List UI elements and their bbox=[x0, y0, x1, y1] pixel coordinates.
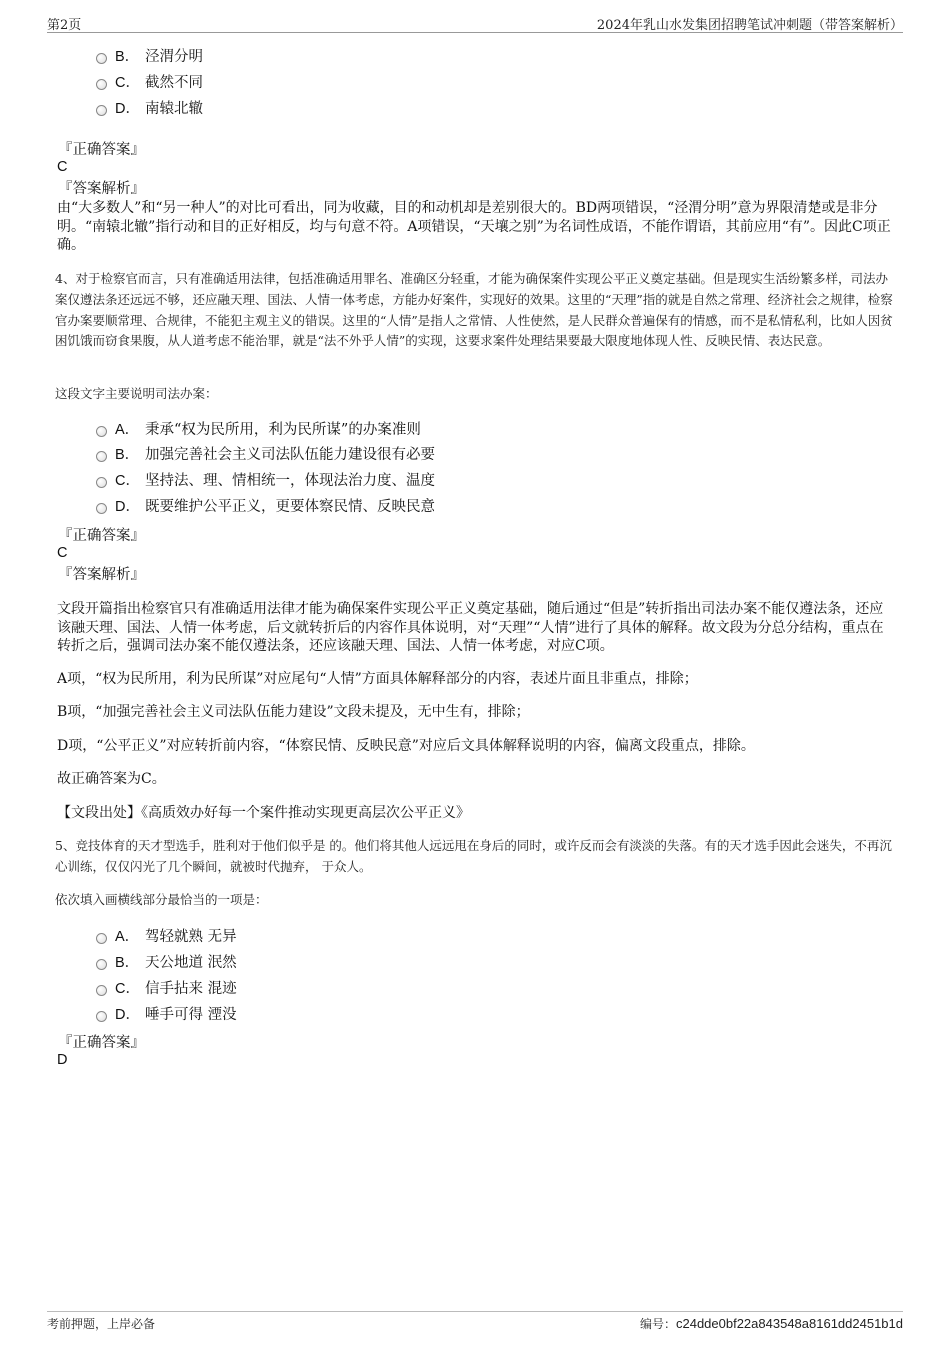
radio-icon[interactable] bbox=[96, 53, 107, 64]
q4-analysis-summary: 文段开篇指出检察官只有准确适用法律才能为确保案件实现公平正义奠定基础，随后通过“但是”转折指出司法办案不能仅遵法条，还应该融天理、国法、人情一体考虑，后文就转折后的内容作具体说明，对“天理”“人情”进行了具体的解释。故文段为分总分结构，重点在转折之后，强调司法办案不能仅遵法条，还应该融天理、国法、人情一体考虑，对应C项。 bbox=[57, 601, 884, 654]
q5-answer-label: 『正确答案』 bbox=[58, 1035, 145, 1051]
radio-icon[interactable] bbox=[96, 933, 107, 944]
q3-analysis-label: 『答案解析』 bbox=[58, 181, 145, 197]
page-header bbox=[47, 14, 903, 33]
q3-option-c[interactable]: C． 截然不同 bbox=[96, 72, 203, 94]
radio-icon[interactable] bbox=[96, 451, 107, 462]
q3-option-d[interactable]: D． 南辕北辙 bbox=[96, 98, 203, 120]
q4-option-d[interactable]: D． 既要维护公平正义，更要体察民情、反映民意 bbox=[96, 496, 435, 518]
radio-icon[interactable] bbox=[96, 985, 107, 996]
q4-answer-label: 『正确答案』 bbox=[58, 528, 145, 544]
q4-analysis-option-b: B项，“加强完善社会主义司法队伍能力建设”文段未提及，无中生有，排除； bbox=[57, 704, 530, 720]
document-title: 2024年乳山水发集团招聘笔试冲刺题（带答案解析） bbox=[596, 18, 903, 33]
q4-analysis-option-a: A项，“权为民所用，利为民所谋”对应尾句“人情”方面具体解释部分的内容，表述片面且非重点，排除； bbox=[57, 671, 698, 687]
radio-icon[interactable] bbox=[96, 79, 107, 90]
q3-option-b[interactable]: B． 泾渭分明 bbox=[96, 46, 203, 68]
q4-analysis-option-d: D项，“公平正义”对应转折前内容，“体察民情、反映民意”对应后文具体解释说明的内容，偏离文段重点，排除。 bbox=[57, 738, 755, 754]
radio-icon[interactable] bbox=[96, 959, 107, 970]
q5-option-d[interactable]: D． 唾手可得 湮没 bbox=[96, 1004, 237, 1026]
footer-slogan: 考前押题，上岸必备 bbox=[47, 1317, 156, 1331]
q4-answer: C bbox=[57, 545, 68, 561]
radio-icon[interactable] bbox=[96, 1011, 107, 1022]
page-number: 第2页 bbox=[47, 18, 82, 33]
q4-analysis-conclusion: 故正确答案为C。 bbox=[57, 771, 166, 787]
q4-source: 【文段出处】《高质效办好每一个案件推动实现更高层次公平正义》 bbox=[57, 805, 470, 821]
q5-answer: D bbox=[57, 1052, 68, 1068]
q3-answer-label: 『正确答案』 bbox=[58, 142, 145, 158]
q3-answer: C bbox=[57, 159, 68, 175]
radio-icon[interactable] bbox=[96, 105, 107, 116]
radio-icon[interactable] bbox=[96, 426, 107, 437]
radio-icon[interactable] bbox=[96, 503, 107, 514]
q5-option-b[interactable]: B． 天公地道 泯然 bbox=[96, 952, 237, 974]
q4-option-b[interactable]: B． 加强完善社会主义司法队伍能力建设很有必要 bbox=[96, 444, 435, 466]
q4-analysis-label: 『答案解析』 bbox=[58, 567, 145, 583]
q5-option-c[interactable]: C． 信手拈来 混迹 bbox=[96, 978, 237, 1000]
q4-option-c[interactable]: C． 坚持法、理、情相统一，体现法治力度、温度 bbox=[96, 470, 435, 492]
q3-analysis: 由“大多数人”和“另一种人”的对比可看出，同为收藏，目的和动机却是差别很大的。BD两项错误，“泾渭分明”意为界限清楚或是非分明。“南辕北辙”指行动和目的正好相反，均与句意不符。A项错误，“天壤之别”为名词性成语，不能作谓语，其前应用“有”。因此C项正确。 bbox=[57, 200, 891, 253]
q5-option-a[interactable]: A． 驾轻就熟 无异 bbox=[96, 926, 237, 948]
q4-option-a[interactable]: A． 秉承“权为民所用，利为民所谋”的办案准则 bbox=[96, 419, 421, 441]
q4-stem: 4、对于检察官而言，只有准确适用法律，包括准确适用罪名、准确区分轻重，才能为确保案件实现公平正义奠定基础。但是现实生活纷繁多样，司法办案仅遵法条还远远不够，还应融天理、国法、人情一体考虑，方能办好案件，实现好的效果。这里的“天理”指的就是自然之常理、经济社会之规律，检察官办案要顺常理、合规律，不能犯主观主义的错误。这里的“人情”是指人之常情、人性使然，是人民群众普遍保有的情感，而不是私情私利，比如人因贫困饥饿而窃食果腹，从人道考虑不能治罪，就是“法不外乎人情”的实现，这要求案件处理结果要最大限度地体现人性、反映民情、表达民意。 bbox=[55, 271, 893, 349]
page-footer bbox=[47, 1311, 903, 1335]
q4-question: 这段文字主要说明司法办案： bbox=[55, 386, 218, 401]
document-code: 编号：c24dde0bf22a843548a8161dd2451b1d bbox=[639, 1316, 903, 1331]
radio-icon[interactable] bbox=[96, 477, 107, 488]
q5-stem: 5、竞技体育的天才型选手，胜利对于他们似乎是 的。他们将其他人远远甩在身后的同时，或许反而会有淡淡的失落。有的天才选手因此会迷失，不再沉心训练，仅仅闪光了几个瞬间，就被时代抛弃， 于众人。 bbox=[55, 838, 892, 874]
q5-question: 依次填入画横线部分最恰当的一项是： bbox=[55, 892, 268, 907]
